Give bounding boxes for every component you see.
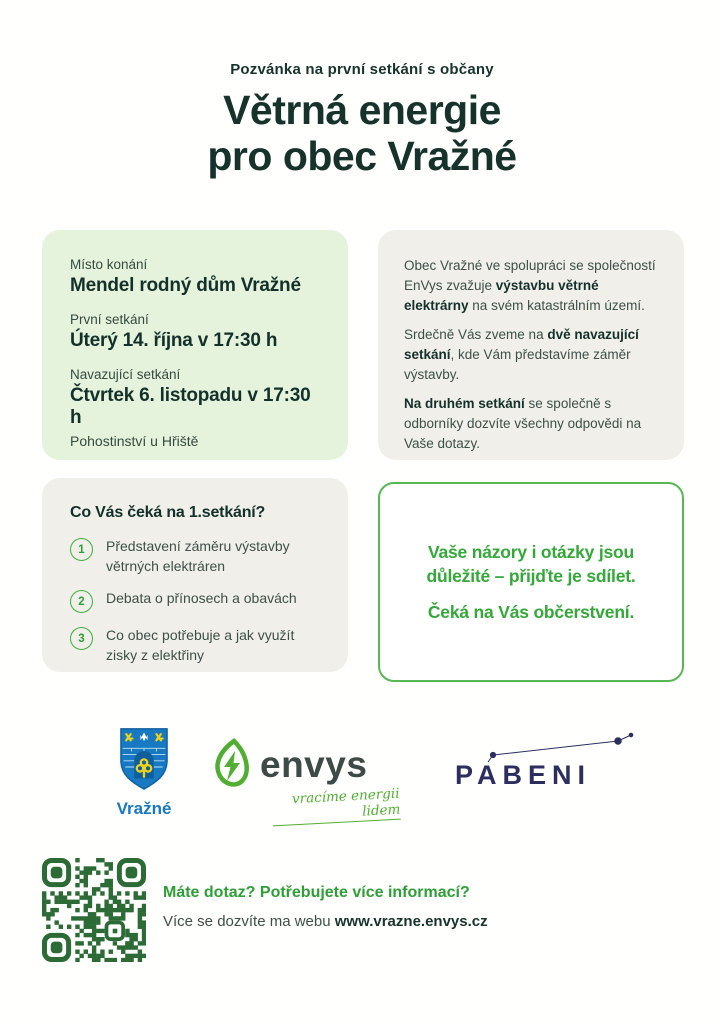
agenda-item-text: Představení záměru výstavby větrných elektráren: [106, 538, 290, 574]
pabeni-logo: [455, 731, 641, 791]
agenda-number-badge: 3: [70, 627, 93, 650]
intro-box: [378, 230, 684, 460]
agenda-item: [70, 589, 324, 613]
invite-line-1: Vaše názory i otázky jsou důležité – přijďte je sdílet.: [426, 541, 636, 586]
intro-paragraph-2: Srdečně Vás zveme na dvě navazující setkání, kde Vám představíme záměr výstavby.: [404, 326, 639, 382]
intro-paragraph-1: Obec Vražné ve spolupráci se společností EnVys zvažuje výstavbu větrné elektrárny na svém katastrálním území.: [404, 258, 656, 313]
agenda-title: Co Vás čeká na 1.setkání?: [70, 504, 266, 521]
intro-paragraph-3: Na druhém setkání se společně s odborníky dozvíte všechny odpovědi na Vaše dotazy.: [404, 395, 642, 451]
venue-box: [42, 230, 348, 460]
invite-line-2: Čeká na Vás občerstvení.: [427, 602, 635, 623]
kicker-text: Pozvánka na první setkání s občany: [230, 61, 494, 78]
agenda-box: [42, 478, 348, 672]
title-line-2: pro obec Vražné: [207, 132, 517, 179]
envys-leaf-icon: [210, 737, 256, 796]
agenda-item: [70, 626, 324, 665]
followup-meeting-venue: Pohostinství u Hřiště: [70, 433, 199, 449]
qr-code: [42, 858, 146, 962]
agenda-number-badge: 1: [70, 538, 93, 561]
footer-info: Více se dozvíte ma webu www.vrazne.envys.cz: [163, 913, 488, 930]
followup-meeting-date: Čtvrtek 6. listopadu v 17:30 h: [70, 385, 311, 428]
envys-logo: [210, 737, 400, 823]
invite-box: [378, 482, 684, 682]
vrazne-logo-label: Vražné: [116, 799, 172, 818]
page-title: [0, 88, 724, 180]
envys-wordmark: envys: [260, 743, 368, 785]
footer-text: [163, 884, 583, 930]
agenda-number-badge: 2: [70, 590, 93, 613]
title-line-1: Větrná energie: [223, 87, 501, 133]
pabeni-wordmark: PABENI: [455, 760, 592, 790]
first-meeting-label: První setkání: [70, 312, 149, 327]
footer-question: Máte dotaz? Potřebujete více informací?: [163, 884, 470, 901]
first-meeting-date: Úterý 14. října v 17:30 h: [70, 330, 278, 351]
agenda-item-text: Co obec potřebuje a jak využít zisky z elektřiny: [106, 627, 295, 663]
footer-url: www.vrazne.envys.cz: [334, 913, 488, 930]
venue-location-value: Mendel rodný dům Vražné: [70, 275, 301, 296]
vrazne-coat-of-arms-icon: [116, 778, 172, 795]
agenda-item: [70, 537, 324, 576]
followup-meeting-label: Navazující setkání: [70, 367, 181, 382]
vrazne-logo: [96, 727, 192, 819]
agenda-item-text: Debata o přínosech a obavách: [106, 590, 297, 607]
envys-tagline: vracíme energii lidem: [271, 786, 401, 827]
venue-location-label: Místo konání: [70, 257, 148, 272]
